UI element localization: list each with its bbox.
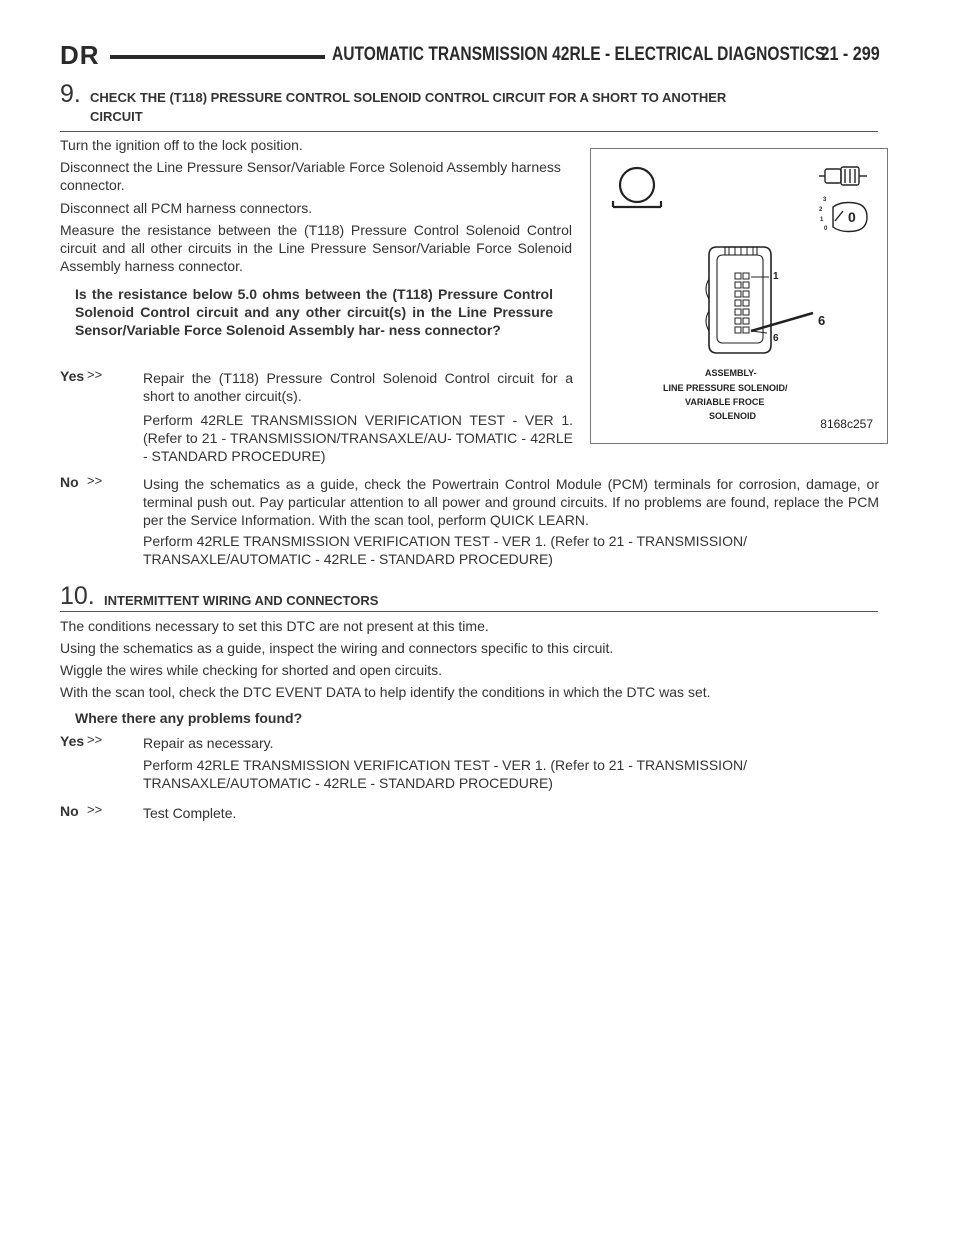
figure-caption-line-4: SOLENOID — [709, 411, 757, 421]
step-10-no-text-1: Test Complete. — [143, 805, 237, 821]
step-9-question: Is the resistance below 5.0 ohms between the (T118) Pressure Control Solenoid Control circuit and any other circuit(s) in the Line Pressure Sensor/Variable Force Solenoid Assembly har- ness connector? — [75, 286, 553, 338]
step-9-para-4: Measure the resistance between the (T118) Pressure Control Solenoid Control circuit and all other circuits in the Line Pressure Sensor/Variable Force Solenoid Assembly harness connector. — [60, 222, 572, 274]
step-9-title-line1: CHECK THE (T118) PRESSURE CONTROL SOLENOID CONTROL CIRCUIT FOR A SHORT TO ANOTHER — [90, 90, 727, 105]
step-10-yes-arrow: >> — [87, 732, 103, 747]
pin-1-label: 1 — [773, 271, 779, 282]
step-9-no-arrow: >> — [87, 473, 103, 488]
step-9-yes-label: Yes — [60, 368, 85, 384]
pin-6-label: 6 — [773, 333, 779, 344]
callout-6-label: 6 — [818, 313, 826, 328]
step-10-title: INTERMITTENT WIRING AND CONNECTORS — [104, 593, 379, 608]
step-9-number: 9. — [60, 80, 81, 108]
step-10-heading — [60, 582, 878, 612]
step-9-para-1: Turn the ignition off to the lock position. — [60, 137, 303, 153]
step-10-para-3: Wiggle the wires while checking for shorted and open circuits. — [60, 662, 443, 678]
step-9-para-3: Disconnect all PCM harness connectors. — [60, 200, 313, 216]
header-model: DR — [60, 40, 100, 70]
step-9-yes-arrow: >> — [87, 367, 103, 382]
step-10-yes-text-2: Perform 42RLE TRANSMISSION VERIFICATION TEST - VER 1. (Refer to 21 - TRANSMISSION/ TRANSAXLE/AUTOMATIC - 42RLE - STANDARD PROCEDURE) — [143, 757, 747, 791]
step-9-heading — [60, 80, 878, 132]
meter-range-label: 0 — [848, 209, 856, 225]
header-title: AUTOMATIC TRANSMISSION 42RLE - ELECTRICAL DIAGNOSTICS — [332, 44, 826, 65]
step-10-question: Where there any problems found? — [75, 710, 303, 726]
step-9-no-label: No — [60, 474, 79, 490]
step-10-no-label: No — [60, 803, 79, 819]
step-9-no-text-2: Perform 42RLE TRANSMISSION VERIFICATION TEST - VER 1. (Refer to 21 - TRANSMISSION/ TRANSAXLE/AUTOMATIC - 42RLE - STANDARD PROCEDURE) — [143, 533, 747, 567]
step-10-para-2: Using the schematics as a guide, inspect the wiring and connectors specific to this circuit. — [60, 640, 614, 656]
meter-mark-0: 0 — [824, 226, 828, 232]
figure-caption-line-2: LINE PRESSURE SOLENOID/ — [663, 383, 788, 393]
connector-pins — [735, 273, 749, 333]
meter-mark-1: 1 — [820, 217, 824, 223]
step-9-para-2: Disconnect the Line Pressure Sensor/Variable Force Solenoid Assembly harness connector. — [60, 159, 561, 193]
step-10-para-1: The conditions necessary to set this DTC are not present at this time. — [60, 618, 489, 634]
connector-figure — [590, 148, 888, 444]
step-9-title-line2: CIRCUIT — [90, 109, 143, 124]
step-9-yes-text-2: Perform 42RLE TRANSMISSION VERIFICATION TEST - VER 1. (Refer to 21 - TRANSMISSION/TRANSAXLE/AU- TOMATIC - 42RLE - STANDARD PROCEDURE) — [143, 412, 573, 464]
page-header — [60, 36, 880, 72]
step-9-no-text-1: Using the schematics as a guide, check the Powertrain Control Module (PCM) terminals for corrosion, damage, or terminal push out. Pay particular attention to all power and ground circuits. If no problems are found, replace the PCM per the Service Information. With the scan tool, perform QUICK LEARN. — [143, 476, 879, 528]
step-10-number: 10. — [60, 582, 95, 610]
ohmmeter-symbol-icon — [613, 168, 661, 207]
figure-caption-line-1: ASSEMBLY- — [705, 368, 757, 378]
header-page-number: 21 - 299 — [820, 44, 880, 65]
step-10-yes-label: Yes — [60, 733, 85, 749]
step-10-para-4: With the scan tool, check the DTC EVENT DATA to help identify the conditions in which the DTC was set. — [60, 684, 711, 700]
header-rule — [110, 55, 325, 59]
figure-caption-line-3: VARIABLE FROCE — [685, 397, 765, 407]
step-9-yes-text-1: Repair the (T118) Pressure Control Solenoid Control circuit for a short to another circuit(s). — [143, 370, 573, 404]
meter-mark-2: 2 — [819, 207, 823, 213]
step-10-yes-text-1: Repair as necessary. — [143, 735, 274, 751]
step-10-no-arrow: >> — [87, 802, 103, 817]
figure-code: 8168c257 — [820, 417, 873, 431]
test-lead-icon — [819, 167, 867, 185]
meter-mark-3: 3 — [823, 197, 827, 203]
